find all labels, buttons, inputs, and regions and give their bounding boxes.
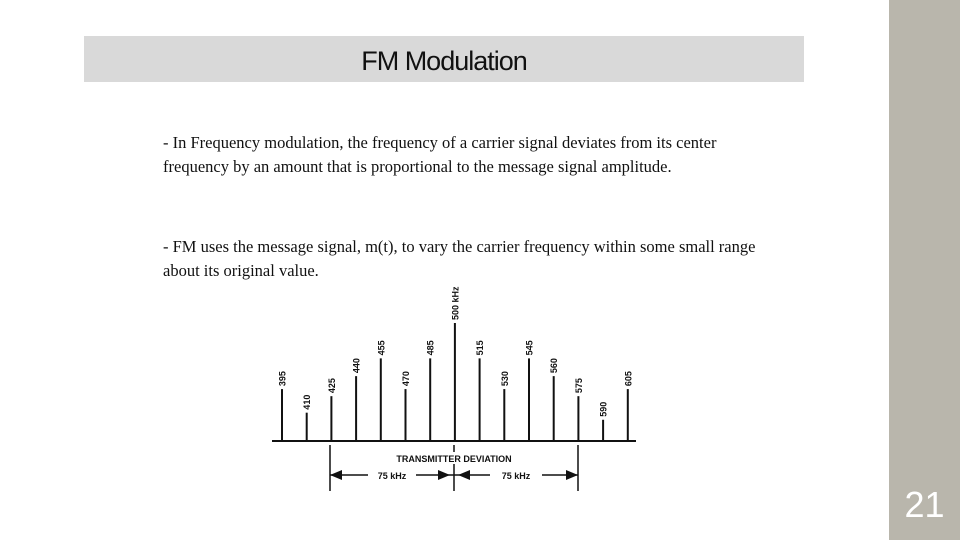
spectral-line-label-6: 485 <box>425 340 436 356</box>
page-number: 21 <box>904 484 945 525</box>
slide-title: FM Modulation <box>361 46 527 76</box>
spectral-line-label-5: 470 <box>401 371 411 387</box>
center-arrowhead-right <box>458 470 470 480</box>
spectral-line-label-10: 545 <box>524 340 535 356</box>
paragraph-1: - In Frequency modulation, the frequency of a carrier signal deviates from its center frequency by an amount that is proportional to the message signal amplitude. <box>163 133 717 176</box>
left-deviation-label: 75 kHz <box>377 471 407 481</box>
right-arrowhead <box>566 470 578 480</box>
right-deviation-label: 75 kHz <box>501 471 531 481</box>
fm-spectrum-figure <box>262 286 652 495</box>
spectral-line-label-14: 605 <box>623 371 634 387</box>
right-sidebar <box>889 0 960 540</box>
paragraph-2: - FM uses the message signal, m(t), to vary the carrier frequency within some small range about its original value. <box>163 237 756 280</box>
left-arrowhead <box>330 470 342 480</box>
spectral-line-label-4: 455 <box>376 340 387 356</box>
transmitter-deviation-label: TRANSMITTER DEVIATION <box>396 454 512 464</box>
spectral-line-label-7: 500 kHz <box>450 286 461 320</box>
spectral-line-label-1: 410 <box>302 394 313 410</box>
spectral-line-label-3: 440 <box>351 358 362 374</box>
spectral-line-label-13: 590 <box>598 401 609 417</box>
spectral-line-label-8: 515 <box>475 340 486 356</box>
spectral-line-label-9: 530 <box>499 371 510 387</box>
center-arrowhead-left <box>438 470 450 480</box>
spectral-line-label-12: 575 <box>573 378 584 394</box>
spectral-line-label-11: 560 <box>549 358 560 374</box>
spectral-line-label-2: 425 <box>326 378 337 394</box>
spectral-line-label-0: 395 <box>277 371 288 387</box>
title-bar <box>84 36 804 82</box>
